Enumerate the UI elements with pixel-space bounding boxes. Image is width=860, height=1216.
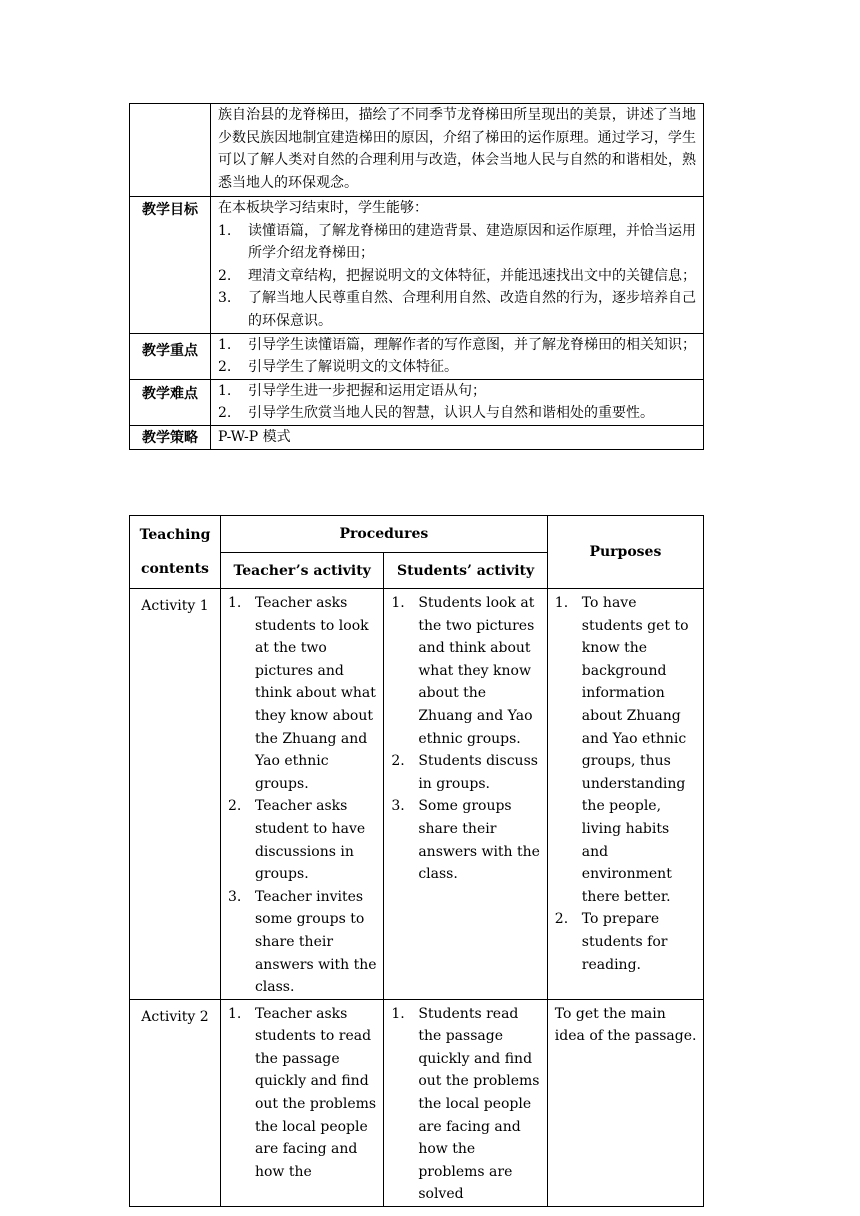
activity2-teacher-cell [220,999,383,1206]
list-item: 1. 引导学生进一步把握和运用定语从句； [218,382,486,399]
procedures-table [129,515,704,1207]
list-item: 3. Some groups share their answers with the class. [391,798,540,883]
activity2-purpose-cell [547,999,703,1206]
list-item: 2. 引导学生了解说明文的文体特征。 [218,359,458,376]
lesson-overview-table [129,103,704,450]
difficulties-row [130,379,704,425]
list-item: 1. 引导学生读懂语篇，理解作者的写作意图，并了解龙脊梯田的相关知识； [218,336,696,353]
activity1-purposes-cell [547,589,703,1000]
key-points-label: 教学重点 [130,333,211,379]
purposes-header: Purposes [547,516,703,589]
list-item: 2. To prepare students for reading. [554,911,668,973]
procedures-header: Procedures [220,516,547,553]
list-item: 1. Students read the passage quickly and find out the problems the local people are facing and how the problems are solved [391,1005,540,1203]
difficulties-cell [211,379,704,425]
difficulties-label: 教学难点 [130,379,211,425]
teacher-activity-header: Teacher’s activity [220,553,383,589]
strategy-row [130,425,704,449]
activity1-row [130,589,704,1000]
list-item: 1. To have students get to know the background information about Zhuang and Yao ethnic groups, thus understanding the people, living habits and environment there better. [554,595,689,905]
list-item: 1. Teacher asks students to read the passage quickly and find out the problems the local people are facing and how the [227,1005,377,1180]
list-item: 1. 读懂语篇，了解龙脊梯田的建造背景、建造原因和运作原理，并恰当运用所学介绍龙脊梯田； [218,222,696,262]
key-points-row [130,333,704,379]
teaching-contents-header [130,516,221,589]
intro-label-cell [130,104,211,197]
strategy-value: P-W-P 模式 [218,428,291,445]
goals-cell [211,197,704,334]
activity2-students-list [391,1003,542,1206]
list-item: 2. Students discuss in groups. [391,753,538,792]
goals-lead: 在本板块学习结束时，学生能够： [218,200,428,216]
activity2-purpose: To get the main idea of the passage. [554,1005,697,1045]
activity1-purposes-list [555,592,699,976]
strategy-label: 教学策略 [130,425,211,449]
activity2-row [130,999,704,1206]
intro-text: 族自治县的龙脊梯田，描绘了不同季节龙脊梯田所呈现出的美景，讲述了当地少数民族因地制宜建造梯田的原因，介绍了梯田的运作原理。通过学习，学生可以了解人类对自然的合理利用与改造，体会当地人民与自然的和谐相处，熟悉当地人的环保观念。 [218,107,696,191]
list-item: 1. Students look at the two pictures and think about what they know about the Zhuang and Yao ethnic groups. [391,595,535,747]
activity2-students-cell [384,999,547,1206]
activity1-students-list [391,592,542,886]
strategy-cell [211,425,704,449]
teaching-header-line1: Teaching [139,527,211,543]
students-activity-header: Students’ activity [384,553,547,589]
list-item: 3. Teacher invites some groups to share their answers with the class. [227,888,377,996]
list-item: 3. 了解当地人民尊重自然、合理利用自然、改造自然的行为，逐步培养自己的环保意识。 [218,290,696,329]
intro-cell [211,104,704,197]
activity1-teacher-cell [220,589,383,1000]
goals-label: 教学目标 [130,197,211,334]
key-points-list [218,334,696,379]
list-item: 1. Teacher asks students to look at the two pictures and think about what they know about the Zhuang and Yao ethnic groups. [227,595,376,792]
activity1-students-cell [384,589,547,1000]
header-row-1 [130,516,704,553]
activity1-teacher-list [228,592,379,999]
activity2-teacher-list [228,1003,379,1184]
list-item: 2. 理清文章结构，把握说明文的文体特征，并能迅速找出文中的关键信息； [218,267,696,284]
goals-row [130,197,704,334]
list-item: 2. 引导学生欣赏当地人民的智慧，认识人与自然和谐相处的重要性。 [218,405,654,422]
key-points-cell [211,333,704,379]
activity1-label: Activity 1 [130,589,221,1000]
intro-row [130,104,704,197]
goals-list [218,220,696,333]
difficulties-list [218,380,696,425]
list-item: 2. Teacher asks student to have discussions in groups. [227,798,366,883]
teaching-header-line2: contents [141,561,209,577]
activity2-label: Activity 2 [130,999,221,1206]
